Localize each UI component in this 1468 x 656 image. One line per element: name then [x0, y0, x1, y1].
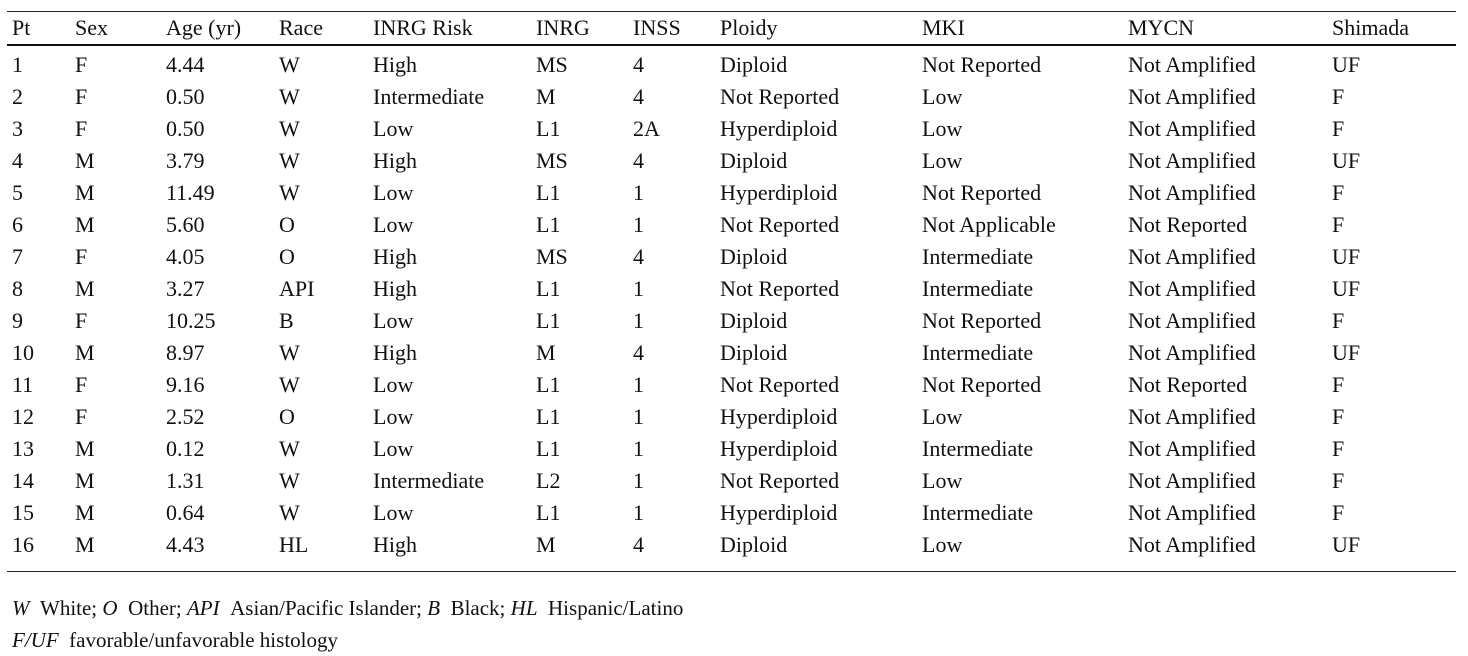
table-cell: UF	[1332, 148, 1361, 173]
table-cell: 1	[633, 404, 644, 429]
table-cell: Diploid	[720, 148, 788, 173]
table-cell: High	[373, 148, 417, 173]
table-cell: Diploid	[715, 529, 917, 572]
table-cell: Not Reported	[1128, 212, 1248, 237]
table-cell: 0.64	[166, 500, 205, 525]
table-cell: M	[70, 529, 161, 572]
table-cell: 1	[633, 436, 644, 461]
table-cell: L1	[536, 116, 561, 141]
table-cell: Low	[373, 308, 414, 333]
table-cell: Diploid	[720, 340, 788, 365]
table-cell: Low	[922, 468, 963, 493]
table-cell: 1	[633, 500, 644, 525]
table-cell: Low	[922, 116, 963, 141]
table-cell: Not Amplified	[1128, 276, 1256, 301]
table-row	[7, 497, 1456, 529]
table-cell: M	[531, 529, 628, 572]
table-cell: 4	[633, 84, 644, 109]
header-row	[7, 12, 1456, 46]
table-cell: M	[536, 340, 556, 365]
table-cell: Not Reported	[720, 468, 840, 493]
table-cell: 4	[628, 529, 715, 572]
table-row	[7, 81, 1456, 113]
table-body	[7, 45, 1456, 572]
table-cell: Intermediate	[922, 340, 1034, 365]
table-cell: 4	[633, 244, 644, 269]
table-cell: 10.25	[166, 308, 216, 333]
table-cell: 1	[633, 468, 644, 493]
table-row	[7, 305, 1456, 337]
table-cell: HL	[274, 529, 368, 572]
table-cell: 1	[633, 308, 644, 333]
table-cell: 15	[12, 500, 34, 525]
table-cell: W	[279, 500, 300, 525]
table-cell: 4.43	[161, 529, 274, 572]
table-cell: Not Applicable	[922, 212, 1056, 237]
table-row	[7, 145, 1456, 177]
table-cell: L1	[536, 500, 561, 525]
table-cell: UF	[1332, 340, 1361, 365]
table-cell: Not Reported	[922, 372, 1042, 397]
table-cell: W	[279, 116, 300, 141]
table-cell: Not Reported	[720, 84, 840, 109]
table-cell: M	[536, 84, 556, 109]
table-cell: High	[368, 529, 531, 572]
table-cell: F	[75, 308, 88, 333]
table-cell: F	[75, 372, 88, 397]
table-cell: 3.27	[166, 276, 205, 301]
table-cell: B	[279, 308, 294, 333]
table-cell: M	[75, 436, 95, 461]
table-cell: Diploid	[720, 52, 788, 77]
table-cell: 11	[12, 372, 34, 397]
table-cell: Not Reported	[720, 276, 840, 301]
table-cell: Low	[373, 404, 414, 429]
table-header	[7, 12, 1456, 46]
table-cell: 2	[12, 84, 23, 109]
table-cell: M	[75, 180, 95, 205]
table-cell: O	[279, 244, 295, 269]
table-cell: Not Amplified	[1128, 468, 1256, 493]
table-cell: W	[279, 372, 300, 397]
table-cell: 5	[12, 180, 23, 205]
table-row	[7, 465, 1456, 497]
table-cell: Intermediate	[922, 436, 1034, 461]
table-cell: F	[1332, 468, 1345, 493]
table-cell: L1	[536, 308, 561, 333]
table-cell: O	[279, 404, 295, 429]
table-cell: F	[1332, 308, 1345, 333]
table-cell: F	[1332, 436, 1345, 461]
table-cell: 6	[12, 212, 23, 237]
table-cell: L1	[536, 436, 561, 461]
footnote-race-abbreviations	[12, 592, 683, 624]
table-cell: UF	[1332, 244, 1361, 269]
footnote-abbreviation: API	[186, 596, 220, 620]
table-cell: Not Amplified	[1128, 180, 1256, 205]
table-cell: Low	[373, 180, 414, 205]
table-cell: L1	[536, 276, 561, 301]
table-cell: Not Amplified	[1123, 529, 1327, 572]
table-cell: Intermediate	[922, 244, 1034, 269]
table-cell: MS	[536, 52, 568, 77]
patient-characteristics-table	[7, 11, 1456, 572]
table-cell: M	[75, 276, 95, 301]
table-cell: Low	[917, 529, 1123, 572]
table-cell: F	[1332, 84, 1345, 109]
table-cell: 11.49	[166, 180, 215, 205]
table-cell: UF	[1332, 276, 1361, 301]
table-cell: W	[279, 468, 300, 493]
table-row	[7, 177, 1456, 209]
table-cell: Intermediate	[373, 84, 485, 109]
table-cell: Not Amplified	[1128, 116, 1256, 141]
table-cell: F	[1332, 180, 1345, 205]
table-cell: Not Reported	[720, 212, 840, 237]
table-cell: F	[75, 116, 88, 141]
table-cell: 1.31	[166, 468, 205, 493]
table-cell: Not Reported	[720, 372, 840, 397]
table-cell: W	[279, 180, 300, 205]
column-header: Age (yr)	[161, 12, 274, 46]
table-cell: Low	[373, 116, 414, 141]
table-cell: API	[279, 276, 315, 301]
table-cell: 9	[12, 308, 23, 333]
table-cell: 0.12	[166, 436, 205, 461]
table-cell: F	[75, 84, 88, 109]
table-cell: 1	[633, 212, 644, 237]
table-cell: M	[75, 468, 95, 493]
patient-table-container	[7, 11, 1456, 572]
table-cell: F	[1332, 500, 1345, 525]
table-cell: 8	[12, 276, 23, 301]
table-cell: M	[75, 340, 95, 365]
table-cell: 0.50	[166, 116, 205, 141]
table-cell: Not Reported	[922, 180, 1042, 205]
footnote-abbreviation: W	[12, 596, 30, 620]
table-row	[7, 45, 1456, 81]
table-cell: 1	[633, 180, 644, 205]
column-header: Sex	[70, 12, 161, 46]
table-cell: Not Reported	[922, 308, 1042, 333]
footnote-abbreviation: F/UF	[12, 628, 59, 652]
table-cell: F	[1332, 404, 1345, 429]
table-cell: 12	[12, 404, 34, 429]
table-cell: 7	[12, 244, 23, 269]
table-cell: Not Reported	[1128, 372, 1248, 397]
column-header: INRG	[531, 12, 628, 46]
table-cell: L1	[536, 180, 561, 205]
table-cell: F	[1332, 116, 1345, 141]
table-cell: W	[279, 148, 300, 173]
table-cell: Not Amplified	[1128, 308, 1256, 333]
table-cell: 10	[12, 340, 34, 365]
table-cell: Low	[373, 212, 414, 237]
table-cell: W	[279, 340, 300, 365]
footnote-abbreviation: HL	[510, 596, 538, 620]
table-cell: Not Reported	[922, 52, 1042, 77]
column-header: Shimada	[1327, 12, 1456, 46]
table-cell: 4	[12, 148, 23, 173]
table-cell: W	[279, 436, 300, 461]
footnote-definition: Asian/Pacific Islander;	[230, 596, 422, 620]
table-cell: 3.79	[166, 148, 205, 173]
table-cell: 0.50	[166, 84, 205, 109]
table-cell: High	[373, 340, 417, 365]
table-cell: 3	[12, 116, 23, 141]
table-cell: F	[75, 404, 88, 429]
column-header: Pt	[7, 12, 70, 46]
table-cell: F	[1332, 372, 1345, 397]
table-cell: 5.60	[166, 212, 205, 237]
table-cell: Hyperdiploid	[720, 116, 838, 141]
table-cell: MS	[536, 148, 568, 173]
table-cell: Hyperdiploid	[720, 436, 838, 461]
footnote-definition: White;	[40, 596, 98, 620]
table-cell: Not Amplified	[1128, 244, 1256, 269]
table-cell: F	[1332, 212, 1345, 237]
table-cell: Diploid	[720, 308, 788, 333]
table-cell: Not Amplified	[1128, 404, 1256, 429]
table-cell: 1	[633, 276, 644, 301]
table-cell: 1	[12, 52, 23, 77]
table-cell: Intermediate	[373, 468, 485, 493]
table-cell: High	[373, 276, 417, 301]
table-row	[7, 273, 1456, 305]
table-cell: W	[279, 52, 300, 77]
table-cell: L1	[536, 404, 561, 429]
table-cell: W	[279, 84, 300, 109]
column-header: Race	[274, 12, 368, 46]
table-cell: L1	[536, 212, 561, 237]
table-cell: Intermediate	[922, 500, 1034, 525]
column-header: MKI	[917, 12, 1123, 46]
table-cell: Intermediate	[922, 276, 1034, 301]
column-header: Ploidy	[715, 12, 917, 46]
table-cell: F	[75, 52, 88, 77]
table-row	[7, 529, 1456, 572]
table-cell: Low	[373, 436, 414, 461]
table-cell: Diploid	[720, 244, 788, 269]
table-footnotes	[12, 592, 683, 656]
table-cell: 9.16	[166, 372, 205, 397]
table-cell: MS	[536, 244, 568, 269]
table-cell: Not Amplified	[1128, 148, 1256, 173]
table-cell: 13	[12, 436, 34, 461]
footnote-definition: Hispanic/Latino	[548, 596, 684, 620]
column-header: MYCN	[1123, 12, 1327, 46]
table-cell: O	[279, 212, 295, 237]
table-cell: 2A	[633, 116, 660, 141]
table-cell: High	[373, 52, 417, 77]
table-cell: Low	[922, 84, 963, 109]
table-row	[7, 401, 1456, 433]
footnote-definition: favorable/unfavorable histology	[69, 628, 338, 652]
table-cell: Hyperdiploid	[720, 180, 838, 205]
table-cell: High	[373, 244, 417, 269]
table-cell: Low	[922, 404, 963, 429]
footnote-definition: Black;	[450, 596, 506, 620]
table-cell: Hyperdiploid	[720, 404, 838, 429]
footnote-abbreviation: O	[102, 596, 118, 620]
table-cell: Not Amplified	[1128, 500, 1256, 525]
table-cell: M	[75, 212, 95, 237]
table-cell: F	[75, 244, 88, 269]
table-row	[7, 337, 1456, 369]
column-header: INRG Risk	[368, 12, 531, 46]
table-cell: 1	[633, 372, 644, 397]
table-cell: 8.97	[166, 340, 205, 365]
table-cell: 2.52	[166, 404, 205, 429]
table-row	[7, 113, 1456, 145]
table-cell: Low	[922, 148, 963, 173]
table-row	[7, 209, 1456, 241]
table-cell: 4.05	[166, 244, 205, 269]
table-cell: 16	[7, 529, 70, 572]
table-row	[7, 433, 1456, 465]
table-cell: 4	[633, 52, 644, 77]
column-header: INSS	[628, 12, 715, 46]
table-cell: Not Amplified	[1128, 340, 1256, 365]
footnote-definition: Other;	[128, 596, 182, 620]
table-cell: Low	[373, 500, 414, 525]
table-cell: 14	[12, 468, 34, 493]
footnote-histology-abbreviations	[12, 624, 683, 656]
table-cell: 4.44	[166, 52, 205, 77]
table-cell: Not Amplified	[1128, 436, 1256, 461]
table-cell: L2	[536, 468, 561, 493]
footnote-abbreviation: B	[427, 596, 441, 620]
table-cell: UF	[1327, 529, 1456, 572]
table-cell: L1	[536, 372, 561, 397]
table-cell: 4	[633, 148, 644, 173]
table-cell: UF	[1332, 52, 1361, 77]
table-cell: 4	[633, 340, 644, 365]
table-cell: Low	[373, 372, 414, 397]
table-cell: Not Amplified	[1128, 84, 1256, 109]
table-row	[7, 241, 1456, 273]
table-cell: Hyperdiploid	[720, 500, 838, 525]
table-cell: M	[75, 500, 95, 525]
table-cell: Not Amplified	[1128, 52, 1256, 77]
table-cell: M	[75, 148, 95, 173]
table-row	[7, 369, 1456, 401]
